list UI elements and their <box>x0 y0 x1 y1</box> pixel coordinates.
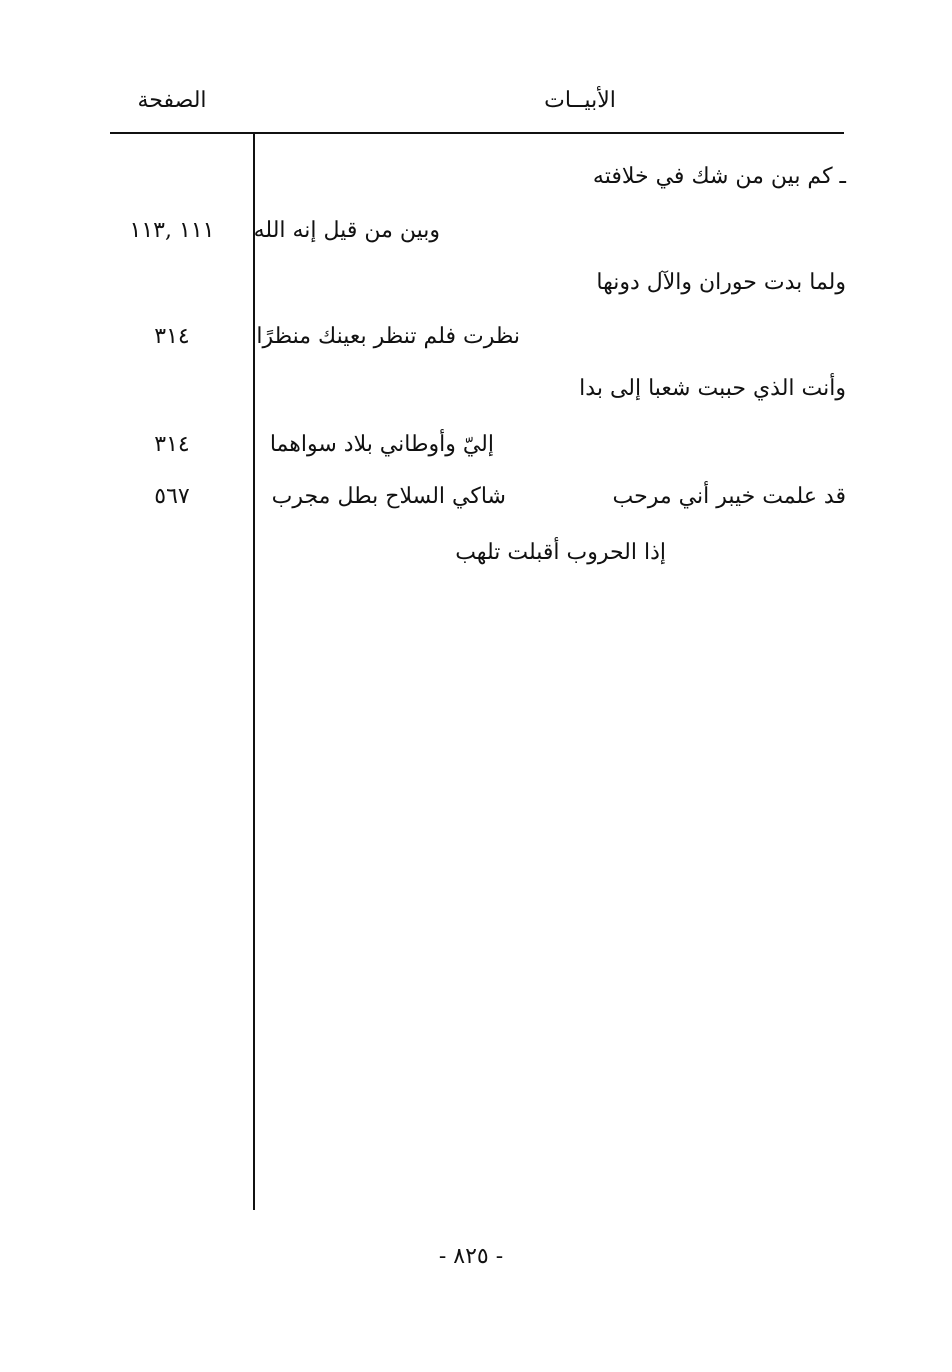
page-number: - ٨٢٥ - <box>438 1244 504 1269</box>
column-divider <box>253 134 255 1210</box>
verses-column-header: الأبيــات <box>544 88 616 113</box>
verse-line: نظرت فلم تنظر بعينك منظرًا <box>256 324 520 349</box>
header-divider <box>110 132 844 134</box>
verse-line: إذا الحروب أقبلت تلهب <box>455 540 666 565</box>
page-column-header: الصفحة <box>137 88 207 113</box>
verse-line-second-hemistich: شاكي السلاح بطل مجرب <box>271 484 506 509</box>
verse-line: ولما بدت حوران والآل دونها <box>596 270 846 295</box>
page-reference: ٥٦٧ <box>154 484 190 509</box>
page-reference: ٣١٤ <box>154 324 190 349</box>
verse-line: وأنت الذي حببت شعبا إلى بدا <box>579 376 846 401</box>
page-reference: ١١١ ,١١٣ <box>129 218 215 243</box>
verse-line: قد علمت خيبر أني مرحب <box>612 484 846 509</box>
verse-line: ـ كم بين من شك في خلافته <box>592 164 846 189</box>
verse-line: وبين من قيل إنه الله <box>253 218 440 243</box>
verse-line: إليّ وأوطاني بلاد سواهما <box>269 432 494 457</box>
page-reference: ٣١٤ <box>154 432 190 457</box>
